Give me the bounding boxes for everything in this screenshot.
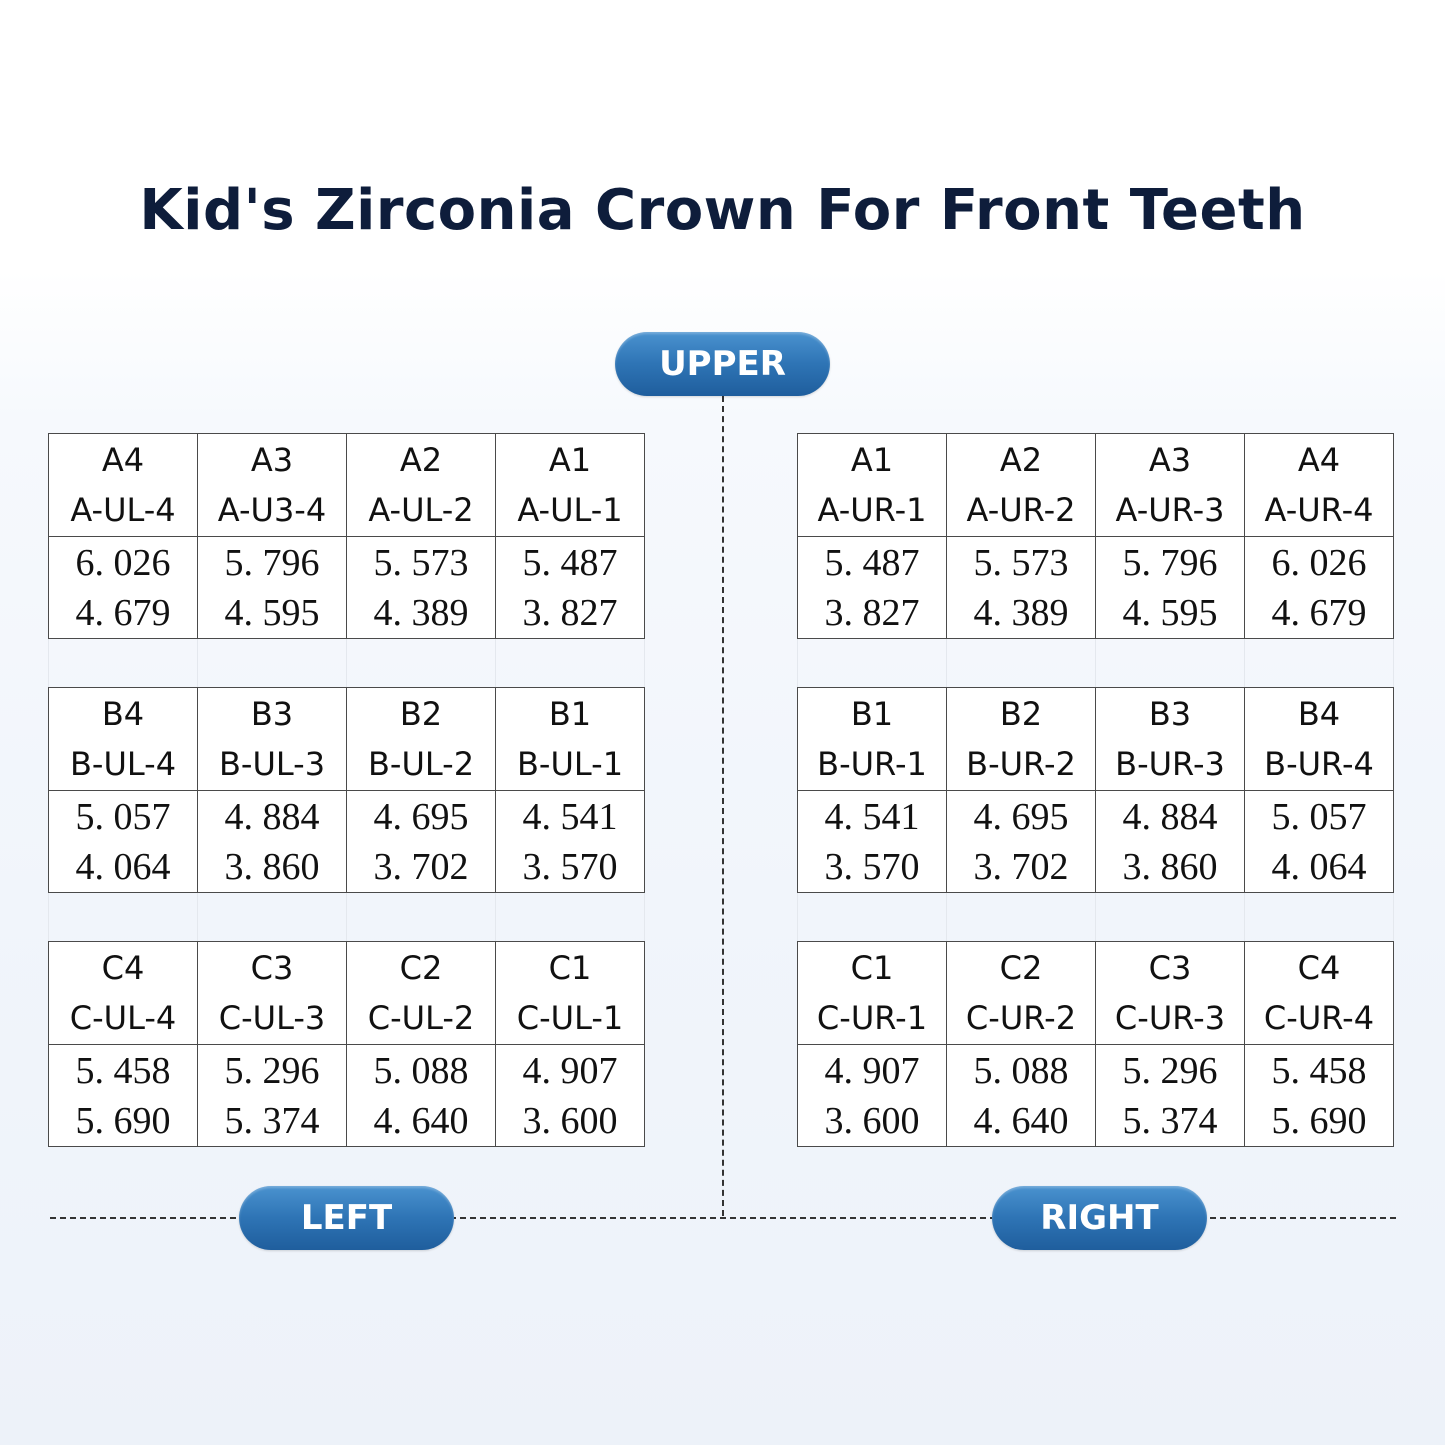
crown-value-2: 5. 374	[224, 1099, 320, 1142]
spacer-cell	[347, 893, 496, 942]
right-size-table	[797, 433, 1394, 1147]
crown-value-1: 5. 487	[824, 541, 920, 584]
crown-size: B1	[850, 695, 894, 733]
crown-value-1: 5. 458	[75, 1049, 171, 1092]
crown-value-cell	[347, 537, 496, 639]
crown-value-cell	[198, 1045, 347, 1147]
crown-label-cell	[49, 942, 198, 1045]
right-badge: RIGHT	[992, 1186, 1207, 1250]
crown-label-cell	[1096, 434, 1245, 537]
spacer-cell	[798, 639, 947, 688]
crown-code: A-UL-1	[517, 491, 623, 529]
crown-value-1: 5. 296	[224, 1049, 320, 1092]
spacer-cell	[947, 639, 1096, 688]
crown-code: A-UL-2	[368, 491, 474, 529]
crown-size: C3	[1148, 949, 1192, 987]
label-row	[49, 434, 645, 537]
crown-label-cell	[1096, 942, 1245, 1045]
crown-code: A-UR-2	[966, 491, 1076, 529]
crown-label-cell	[198, 688, 347, 791]
crown-value-2: 3. 702	[973, 845, 1069, 888]
crown-label-cell	[347, 434, 496, 537]
crown-value-1: 4. 541	[824, 795, 920, 838]
crown-label-cell	[1096, 688, 1245, 791]
spacer-cell	[347, 639, 496, 688]
group-spacer-row	[49, 639, 645, 688]
spacer-cell	[496, 893, 645, 942]
crown-value-2: 4. 064	[1271, 845, 1367, 888]
crown-value-2: 3. 827	[824, 591, 920, 634]
crown-size: A1	[548, 441, 592, 479]
crown-label-cell	[198, 942, 347, 1045]
crown-value-cell	[198, 791, 347, 893]
crown-value-cell	[1096, 1045, 1245, 1147]
spacer-cell	[198, 893, 347, 942]
crown-code: C-UR-1	[816, 999, 928, 1037]
spacer-cell	[947, 893, 1096, 942]
crown-label-cell	[1245, 434, 1394, 537]
crown-size: B3	[1148, 695, 1192, 733]
crown-value-1: 4. 541	[522, 795, 618, 838]
crown-label-cell	[496, 434, 645, 537]
left-size-table	[48, 433, 645, 1147]
crown-value-cell	[1245, 791, 1394, 893]
crown-code: B-UL-3	[218, 745, 326, 783]
crown-label-cell	[798, 942, 947, 1045]
crown-label-cell	[49, 688, 198, 791]
crown-value-2: 5. 690	[75, 1099, 171, 1142]
value-row	[49, 791, 645, 893]
spacer-cell	[798, 893, 947, 942]
crown-value-1: 4. 907	[824, 1049, 920, 1092]
crown-code: C-UR-2	[965, 999, 1077, 1037]
crown-code: A-UR-1	[817, 491, 927, 529]
crown-value-2: 3. 860	[224, 845, 320, 888]
crown-value-cell	[1096, 537, 1245, 639]
crown-label-cell	[947, 688, 1096, 791]
crown-value-1: 5. 296	[1122, 1049, 1218, 1092]
crown-code: B-UL-2	[367, 745, 475, 783]
crown-code: C-UR-4	[1263, 999, 1375, 1037]
crown-value-cell	[798, 1045, 947, 1147]
crown-value-1: 4. 907	[522, 1049, 618, 1092]
crown-value-1: 4. 695	[373, 795, 469, 838]
crown-size: A3	[1148, 441, 1192, 479]
crown-value-2: 4. 679	[75, 591, 171, 634]
spacer-cell	[1245, 893, 1394, 942]
crown-label-cell	[347, 688, 496, 791]
crown-size: A2	[399, 441, 443, 479]
crown-label-cell	[798, 434, 947, 537]
crown-value-2: 3. 860	[1122, 845, 1218, 888]
crown-value-cell	[947, 791, 1096, 893]
crown-value-2: 3. 570	[522, 845, 618, 888]
crown-code: A-UL-4	[70, 491, 176, 529]
crown-value-2: 5. 374	[1122, 1099, 1218, 1142]
crown-value-2: 3. 600	[522, 1099, 618, 1142]
crown-value-2: 4. 064	[75, 845, 171, 888]
crown-label-cell	[1245, 942, 1394, 1045]
crown-value-1: 6. 026	[1271, 541, 1367, 584]
crown-value-cell	[49, 537, 198, 639]
crown-code: A-U3-4	[217, 491, 327, 529]
crown-value-1: 5. 487	[522, 541, 618, 584]
crown-value-2: 3. 702	[373, 845, 469, 888]
crown-value-2: 4. 389	[373, 591, 469, 634]
crown-code: B-UR-4	[1264, 745, 1374, 783]
crown-value-1: 5. 458	[1271, 1049, 1367, 1092]
crown-code: C-UL-4	[69, 999, 177, 1037]
value-row	[49, 537, 645, 639]
crown-value-1: 5. 088	[973, 1049, 1069, 1092]
crown-value-2: 4. 679	[1271, 591, 1367, 634]
crown-value-cell	[1245, 537, 1394, 639]
crown-code: B-UR-3	[1115, 745, 1225, 783]
crown-size: A2	[999, 441, 1043, 479]
crown-size: B1	[548, 695, 592, 733]
crown-value-2: 5. 690	[1271, 1099, 1367, 1142]
crown-value-1: 6. 026	[75, 541, 171, 584]
crown-label-cell	[1245, 688, 1394, 791]
crown-value-2: 3. 570	[824, 845, 920, 888]
value-row	[49, 1045, 645, 1147]
crown-code: B-UL-1	[516, 745, 624, 783]
crown-value-1: 5. 796	[1122, 541, 1218, 584]
crown-code: C-UL-1	[516, 999, 624, 1037]
label-row	[798, 434, 1394, 537]
crown-label-cell	[198, 434, 347, 537]
crown-size: B4	[1297, 695, 1341, 733]
crown-value-cell	[798, 537, 947, 639]
group-spacer-row	[798, 639, 1394, 688]
crown-value-1: 5. 088	[373, 1049, 469, 1092]
crown-value-cell	[496, 1045, 645, 1147]
crown-size: B2	[399, 695, 443, 733]
crown-label-cell	[947, 942, 1096, 1045]
crown-value-cell	[947, 1045, 1096, 1147]
vertical-divider	[722, 396, 724, 1216]
crown-code: C-UR-3	[1114, 999, 1226, 1037]
crown-code: C-UL-2	[367, 999, 475, 1037]
page-title: Kid's Zirconia Crown For Front Teeth	[139, 178, 1306, 243]
upper-badge: UPPER	[615, 332, 830, 396]
group-spacer-row	[49, 893, 645, 942]
spacer-cell	[1245, 639, 1394, 688]
spacer-cell	[1096, 639, 1245, 688]
crown-code: B-UR-1	[817, 745, 927, 783]
crown-size: C1	[850, 949, 894, 987]
crown-code: C-UL-3	[218, 999, 326, 1037]
crown-value-1: 5. 796	[224, 541, 320, 584]
crown-label-cell	[496, 688, 645, 791]
crown-size: C1	[548, 949, 592, 987]
crown-value-cell	[496, 791, 645, 893]
crown-size: C4	[101, 949, 145, 987]
crown-value-cell	[49, 1045, 198, 1147]
crown-code: B-UL-4	[69, 745, 177, 783]
crown-size: A4	[1297, 441, 1341, 479]
spacer-cell	[198, 639, 347, 688]
crown-value-1: 5. 057	[75, 795, 171, 838]
crown-value-cell	[198, 537, 347, 639]
label-row	[798, 942, 1394, 1045]
spacer-cell	[49, 639, 198, 688]
crown-value-1: 5. 573	[973, 541, 1069, 584]
group-spacer-row	[798, 893, 1394, 942]
crown-value-1: 5. 573	[373, 541, 469, 584]
crown-value-1: 4. 884	[224, 795, 320, 838]
crown-label-cell	[798, 688, 947, 791]
value-row	[798, 537, 1394, 639]
label-row	[49, 688, 645, 791]
crown-value-2: 4. 595	[1122, 591, 1218, 634]
spacer-cell	[49, 893, 198, 942]
crown-size: C3	[250, 949, 294, 987]
crown-size: C2	[399, 949, 443, 987]
crown-label-cell	[49, 434, 198, 537]
crown-size: A3	[250, 441, 294, 479]
crown-value-2: 3. 600	[824, 1099, 920, 1142]
crown-size: A1	[850, 441, 894, 479]
crown-value-2: 4. 595	[224, 591, 320, 634]
crown-value-cell	[798, 791, 947, 893]
label-row	[49, 942, 645, 1045]
crown-value-1: 5. 057	[1271, 795, 1367, 838]
crown-code: A-UR-4	[1264, 491, 1374, 529]
label-row	[798, 688, 1394, 791]
crown-value-cell	[947, 537, 1096, 639]
value-row	[798, 791, 1394, 893]
crown-code: A-UR-3	[1115, 491, 1225, 529]
value-row	[798, 1045, 1394, 1147]
crown-value-cell	[1096, 791, 1245, 893]
crown-value-cell	[496, 537, 645, 639]
crown-label-cell	[947, 434, 1096, 537]
crown-size: B3	[250, 695, 294, 733]
crown-value-cell	[347, 791, 496, 893]
crown-value-cell	[347, 1045, 496, 1147]
crown-value-2: 4. 389	[973, 591, 1069, 634]
crown-size: C2	[999, 949, 1043, 987]
crown-size: B2	[999, 695, 1043, 733]
spacer-cell	[496, 639, 645, 688]
crown-value-1: 4. 884	[1122, 795, 1218, 838]
crown-value-cell	[1245, 1045, 1394, 1147]
crown-size: C4	[1297, 949, 1341, 987]
crown-code: B-UR-2	[966, 745, 1076, 783]
crown-label-cell	[347, 942, 496, 1045]
crown-size: A4	[101, 441, 145, 479]
spacer-cell	[1096, 893, 1245, 942]
crown-value-1: 4. 695	[973, 795, 1069, 838]
left-badge: LEFT	[239, 1186, 454, 1250]
crown-value-2: 3. 827	[522, 591, 618, 634]
crown-value-cell	[49, 791, 198, 893]
crown-value-2: 4. 640	[373, 1099, 469, 1142]
crown-label-cell	[496, 942, 645, 1045]
crown-size: B4	[101, 695, 145, 733]
crown-value-2: 4. 640	[973, 1099, 1069, 1142]
